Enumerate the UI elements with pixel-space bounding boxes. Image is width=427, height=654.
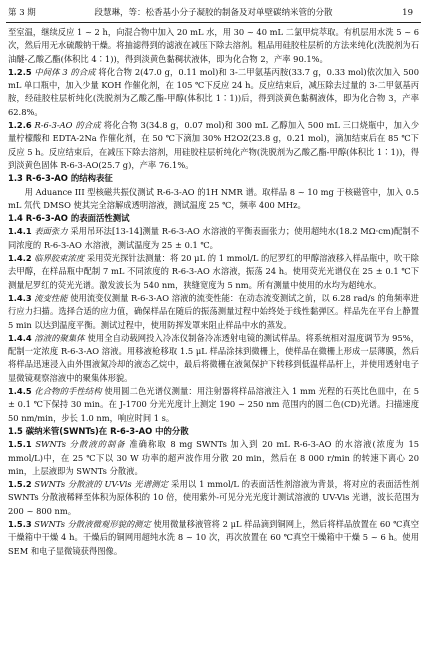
article-body xyxy=(8,26,419,558)
subsection-number: 1.2.5 xyxy=(8,66,32,77)
body-paragraph xyxy=(8,332,419,385)
body-paragraph xyxy=(8,26,419,66)
section-title: R-6-3-AO 的表面活性测试 xyxy=(25,213,130,224)
paragraph-text: 采用荧光探针法测量：将 20 μL 的 1 mmol/L 的尼罗红的甲醇溶液移入样品瓶中，吹干除去甲醇，在样品瓶中配制 7 mL 不同浓度的 R-6-3-AO 水溶液，振荡 24 h。使用荧光光谱仪在 25 ± 0.1 ℃下测量尼罗红的荧光光谱。激发波长为 540 nm，狭缝宽度为 5 nm。所有测量中使用的水均为超纯水。 xyxy=(8,253,419,290)
section-title: R-6-3-AO 的结构表征 xyxy=(25,173,113,184)
section-title: 碳纳米管(SWNTs)在 R-6-3-AO 中的分散 xyxy=(25,425,189,436)
body-paragraph xyxy=(8,66,419,119)
subsection-title: 表面张力 xyxy=(34,226,68,237)
body-paragraph xyxy=(8,292,419,332)
section-number: 1.4 xyxy=(8,213,23,224)
subsection-number: 1.4.3 xyxy=(8,292,32,303)
subsection-title: R-6-3-AO 的合成 xyxy=(34,120,101,131)
subsection-number: 1.4.1 xyxy=(8,226,32,237)
paragraph-text: 采用以 1 mmol/L 的表面活性剂溶液为背景，将对应的表面活性剂 SWNTs 分散液稀释至体积为原体积的 10 倍，使用紫外-可见分光光度计测试溶液的 UV-Vis 光谱，波长范围为 200 ~ 800 nm。 xyxy=(8,479,419,516)
subsection-number: 1.4.4 xyxy=(8,332,32,343)
subsection-title: 化合物的手性结构 xyxy=(34,386,102,397)
subsection-title: SWNTs 分散液的 UV-Vis 光谱测定 xyxy=(34,479,169,490)
subsection-number: 1.2.6 xyxy=(8,120,32,131)
issue-number: 第 3 期 xyxy=(8,8,36,18)
body-paragraph xyxy=(8,252,419,292)
paragraph-text: 将化合物 3(34.8 g，0.07 mol)和 300 mL 乙醇加入 500 mL 三口烧瓶中，加入少量柠檬酸和 EDTA-2Na 作催化剂，在 50 ℃下滴加 30% H2O2(23.8 g，0.21 mol)，滴加结束后在 85 ℃下反应 5 h。反应结束后，在减压下除去溶剂，用硅胶柱层析纯化产物(洗脱剂为乙酸乙酯-甲醇(体积比 1∶1))，得到淡黄色固体 R-6-3-AO(25.7 g)，产率 76.1%。 xyxy=(8,120,419,170)
subsection-title: 临界胶束浓度 xyxy=(34,253,85,264)
paragraph-text: 使用圆二色光谱仪测量：用注射器将样品溶液注入 1 mm 光程的石英比色皿中，在 5 ± 0.1 ℃下保持 30 min。在 J-1700 分光光度计上测定 190 ~ 250 nm 范围内的圆二色(CD)光谱。扫描速度 50 nm/min，步长 1.0 nm，响应时间 1 s。 xyxy=(8,386,419,423)
body-paragraph xyxy=(8,518,419,558)
paragraph-text: 至室温，继续反应 1 ~ 2 h，向混合物中加入 20 mL 水，用 30 ~ 40 mL 二氯甲烷萃取。有机层用水洗 5 ~ 6 次，然后用无水硫酸钠干燥。将抽滤得到的滤液在减压下除去溶剂。粗品用硅胶柱层析的方法来纯化(洗脱剂为石油醚-乙酸乙酯(体积比 4∶1))，得到淡黄色黏稠状液体，即为化合物 2，产率 90.1%。 xyxy=(8,27,419,64)
subsection-number: 1.5.2 xyxy=(8,479,32,490)
subsection-title: 流变性能 xyxy=(34,292,68,303)
body-paragraph xyxy=(8,186,419,213)
body-paragraph xyxy=(8,119,419,172)
body-paragraph xyxy=(8,478,419,518)
page-number: 19 xyxy=(402,8,413,18)
subsection-title: SWNTs 分散液的制备 xyxy=(35,439,126,450)
subsection-title: SWNTs 分散液微观形貌的测定 xyxy=(34,518,151,529)
subsection-title: 溶液的聚集体 xyxy=(34,332,85,343)
section-heading xyxy=(8,172,419,185)
paragraph-text: 采用吊环法[13-14]测量 R-6-3-AO 水溶液的平衡表面张力；使用超纯水(18.2 MΩ·cm)配制不同浓度的 R-6-3-AO 水溶液，测试温度为 25 ± 0.1 ℃。 xyxy=(8,226,419,250)
running-header xyxy=(0,6,427,20)
running-title: 段慧琳，等：松香基小分子凝胶的制备及对单壁碳纳米管的分散 xyxy=(94,8,333,18)
paragraph-text: 用 Aduance III 型核磁共振仪测试 R-6-3-AO 的1H NMR 谱。取样品 8 ~ 10 mg 于核磁管中，加入 0.5 mL 氘代 DMSO 使其完全溶解成透明溶液，测试温度 25 ℃，频率 400 MHz。 xyxy=(8,186,419,210)
body-paragraph xyxy=(8,438,419,478)
subsection-title: 中间体 3 的合成 xyxy=(34,66,96,77)
body-paragraph xyxy=(8,225,419,252)
section-heading xyxy=(8,425,419,438)
paragraph-text: 使用全自动载网投入冷冻仪制备冷冻透射电镜的测试样品。将系统相对湿度调节为 95%，配制一定浓度 R-6-3-AO 溶液。用移液枪移取 1.5 μL 样品涂抹到微栅上，使样品在微栅上形成一层薄膜，然后将样品迅速浸入由外围液氮冷却的液态乙烷中，最后将微栅在液氮保护下转移到低温样品杆上，并使用透射电子显微镜观察溶液中的聚集体形貌。 xyxy=(8,332,419,383)
paragraph-text: 使用微量移液管将 2 μL 样品滴到铜网上，然后将样品放置在 60 ℃真空干燥箱中干燥 4 h。干燥后的铜网用超纯水洗 8 ~ 10 次，再次放置在 60 ℃真空干燥箱中干燥 5 ~ 6 h。使用 SEM 和电子显微镜获得图像。 xyxy=(8,518,420,556)
paragraph-text: 将化合物 2(47.0 g，0.11 mol)和 3-二甲氨基丙胺(33.7 g，0.33 mol)依次加入 500 mL 单口瓶中，加入少量 KOH 作催化剂，在 105 ℃下反应 24 h。反应结束后，减压除去过量的 3-二甲氨基丙胺，经硅胶柱层析纯化(洗脱剂为乙酸乙酯-甲醇(体积比 1∶1))后，得到淡黄色黏稠液体，即为化合物 3，产率 62.8%。 xyxy=(8,66,419,117)
section-number: 1.5 xyxy=(8,425,23,436)
subsection-number: 1.4.2 xyxy=(8,253,32,264)
subsection-number: 1.4.5 xyxy=(8,386,32,397)
subsection-number: 1.5.3 xyxy=(8,518,32,529)
subsection-number: 1.5.1 xyxy=(8,439,32,450)
header-rule xyxy=(6,22,421,23)
paragraph-text: 使用流变仪测量 R-6-3-AO 溶液的流变性能：在动态流变测试之前，以 6.28 rad/s 的角频率进行应力扫描。选择合适的应力值，确保样品在随后的振荡测量过程中始终处于线性黏弹区。样品先在平台上静置 5 min 以达到温度平衡。测试过程中，使用防挥发罩来阻止样品中水的蒸发。 xyxy=(8,292,419,330)
section-heading xyxy=(8,212,419,225)
paragraph-text: 准确称取 8 mg SWNTs 加入到 20 mL R-6-3-AO 的水溶液(浓度为 15 mmol/L)中，在 25 ℃下以 30 W 功率的超声波作用分散 20 min，然后在 8 000 r/min 的转速下离心 20 min，上层液即为 SWNTs 分散液。 xyxy=(8,439,420,476)
section-number: 1.3 xyxy=(8,173,23,184)
body-paragraph xyxy=(8,385,419,425)
